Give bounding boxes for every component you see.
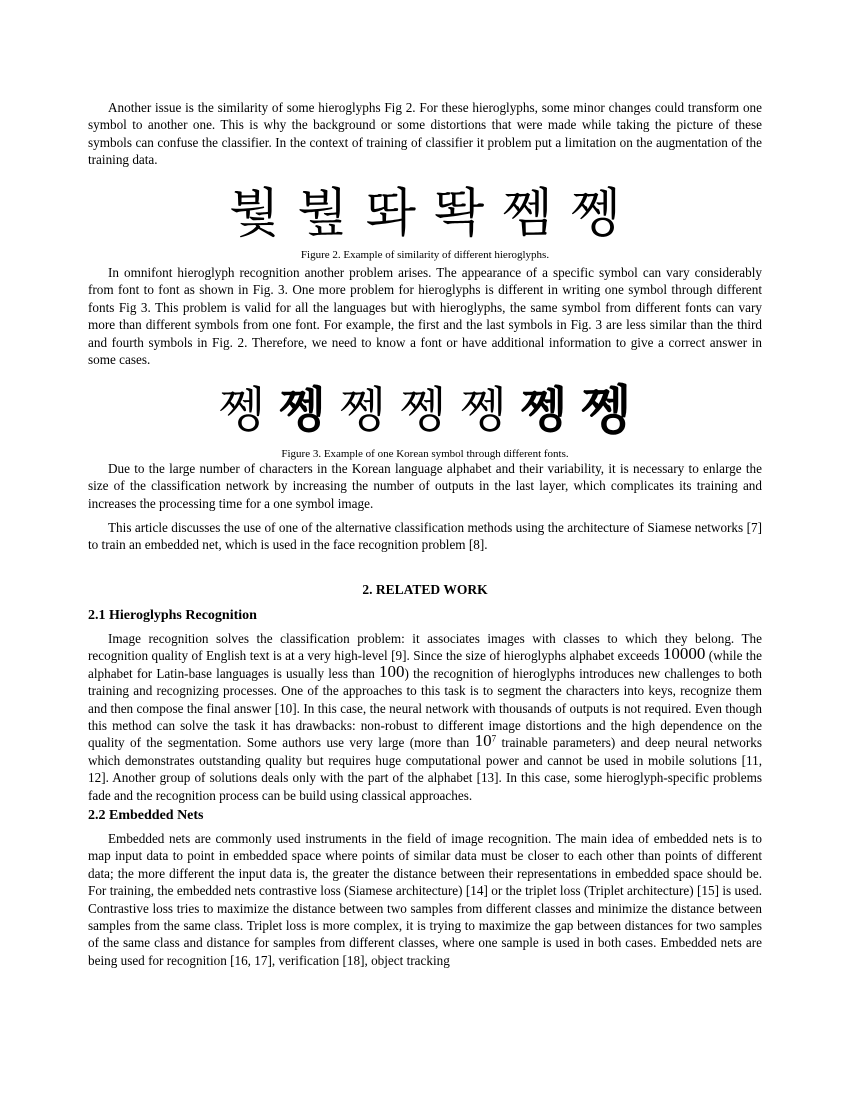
hangul-glyph: 붶: [297, 183, 348, 244]
paragraph-hieroglyph-recognition: [88, 630, 762, 804]
paragraph-embedded-nets: Embedded nets are commonly used instruments in the field of image recognition. The main idea of embedded nets is to map input data to point in embedded space where points of similar data must be closer to each other than points of different data; the more different the input data is, the greater the distance between their representations in embedded space should be. For training, the embedded nets contrastive loss (Siamese architecture) [14] or the triplet loss (Triplet architecture) [15] is used. Contrastive loss tries to maximize the distance between two samples from different classes and minimize the distance between samples from the same class. Triplet loss is more complex, it is trying to maximize the gap between distances for two samples of the same class and distance for samples from different classes, where one sample is used in both cases. Embedded nets are being used for recognition [16, 17], verification [18], object tracking: [88, 831, 762, 968]
inline-number: 10: [474, 731, 492, 751]
hangul-glyph: 쩽: [339, 381, 386, 438]
figure-2: [88, 176, 762, 244]
subsection-2-2-title: 2.2 Embedded Nets: [88, 808, 204, 823]
hangul-glyph: 쩽: [399, 381, 447, 438]
figure-3: [88, 374, 762, 441]
section-2-title: 2. RELATED WORK: [362, 582, 488, 597]
inline-number: 10000: [662, 644, 706, 664]
omnifont-block: [88, 264, 762, 368]
hieroglyph-recognition-block: [88, 630, 762, 804]
hangul-glyph: 똭: [434, 183, 485, 244]
figure-3-caption: Figure 3. Example of one Korean symbol through different fonts.: [281, 448, 569, 460]
hangul-glyph: 붳: [229, 183, 280, 244]
text-segment: Image recognition solves the classification problem: it associates images with classes to which they belong. The recognition quality of English text is at a very high-level [9]. Since the size of hieroglyphs alphabet exceeds: [88, 631, 762, 664]
inline-number: 100: [379, 661, 405, 681]
figure-2-caption-wrap: [88, 248, 762, 262]
intro-block: [88, 99, 762, 169]
exponent: 7: [491, 734, 497, 745]
paragraph-article: This article discusses the use of one of the alternative classification methods using the architecture of Siamese networks [7] to train an embedded net, which is used in the face recognition problem [8].: [88, 520, 762, 553]
paragraph-similarity: Another issue is the similarity of some hieroglyphs Fig 2. For these hieroglyphs, some minor changes could transform one symbol to another one. This is why the background or some distortions that were made while taking the picture of these symbols can confuse the classifier. In the context of training of classifier it problem put a limitation on the augmentation of the training data.: [88, 100, 762, 168]
figure-2-caption: Figure 2. Example of similarity of different hieroglyphs.: [300, 249, 550, 261]
hangul-glyph: 쩸: [502, 183, 553, 244]
subsection-2-2-heading-wrap: [88, 808, 762, 824]
paragraph-omnifont: In omnifont hieroglyph recognition another problem arises. The appearance of a specific symbol can vary considerably from font to font as shown in Fig. 3. One more problem for hieroglyphs is different in writing one symbol through different fonts Fig 3. This problem is valid for all the languages but with hieroglyphs, the same symbol from different fonts can vary more than different symbols from one font. For example, the first and the last symbols in Fig. 3 are less similar than the third and fourth symbols in Fig. 2. Therefore, we need to know a font or have additional information to give a correct answer in some cases.: [88, 265, 762, 368]
article-block: [88, 519, 762, 554]
hangul-glyph: 쩽: [570, 183, 621, 244]
text-segment: (while the alphabet for Latin-base languages is usually less than: [88, 648, 762, 681]
text-segment: trainable parameters) and deep neural networks which demonstrates outstanding quality but requires huge computational power and cannot be used in mobile solutions [11, 12]. Another group of solutions deals only with the part of the alphabet [13]. In this case, some hieroglyph-specific problems fade and the recognition process can be build using classical approaches.: [88, 735, 762, 803]
hangul-glyph: 똬: [365, 183, 416, 244]
subsection-2-1-title: 2.1 Hieroglyphs Recognition: [88, 608, 257, 623]
paragraph-enlarge: Due to the large number of characters in the Korean language alphabet and their variability, it is necessary to enlarge the size of the classification network by increasing the number of outputs in the last layer, which complicates its training and increases the processing time for a one symbol image.: [88, 461, 762, 511]
enlarge-block: [88, 460, 762, 512]
hangul-glyph: 쩽: [279, 381, 326, 438]
embedded-nets-block: [88, 830, 762, 969]
hangul-glyph: 쩽: [520, 381, 567, 438]
section-2-heading-wrap: [88, 582, 762, 598]
subsection-2-1-heading-wrap: [88, 608, 762, 624]
hangul-glyph: 쩽: [581, 380, 632, 441]
figure-3-caption-wrap: [88, 447, 762, 461]
hangul-glyph: 쩽: [460, 381, 507, 438]
text-segment: ) the recognition of hieroglyphs introduces new challenges to both training and recognizing processes. One of the approaches to this task is to segment the characters into keys, recognize them and then compose the final answer [10]. In this case, the neural network with thousands of outputs is not required. Even though this method can solve the task it has drawbacks: non-robust to different image distortions and the high dependence on the quality of the segmentation. Some authors use very large (more than: [88, 665, 763, 751]
hangul-glyph: 쩽: [218, 381, 266, 438]
